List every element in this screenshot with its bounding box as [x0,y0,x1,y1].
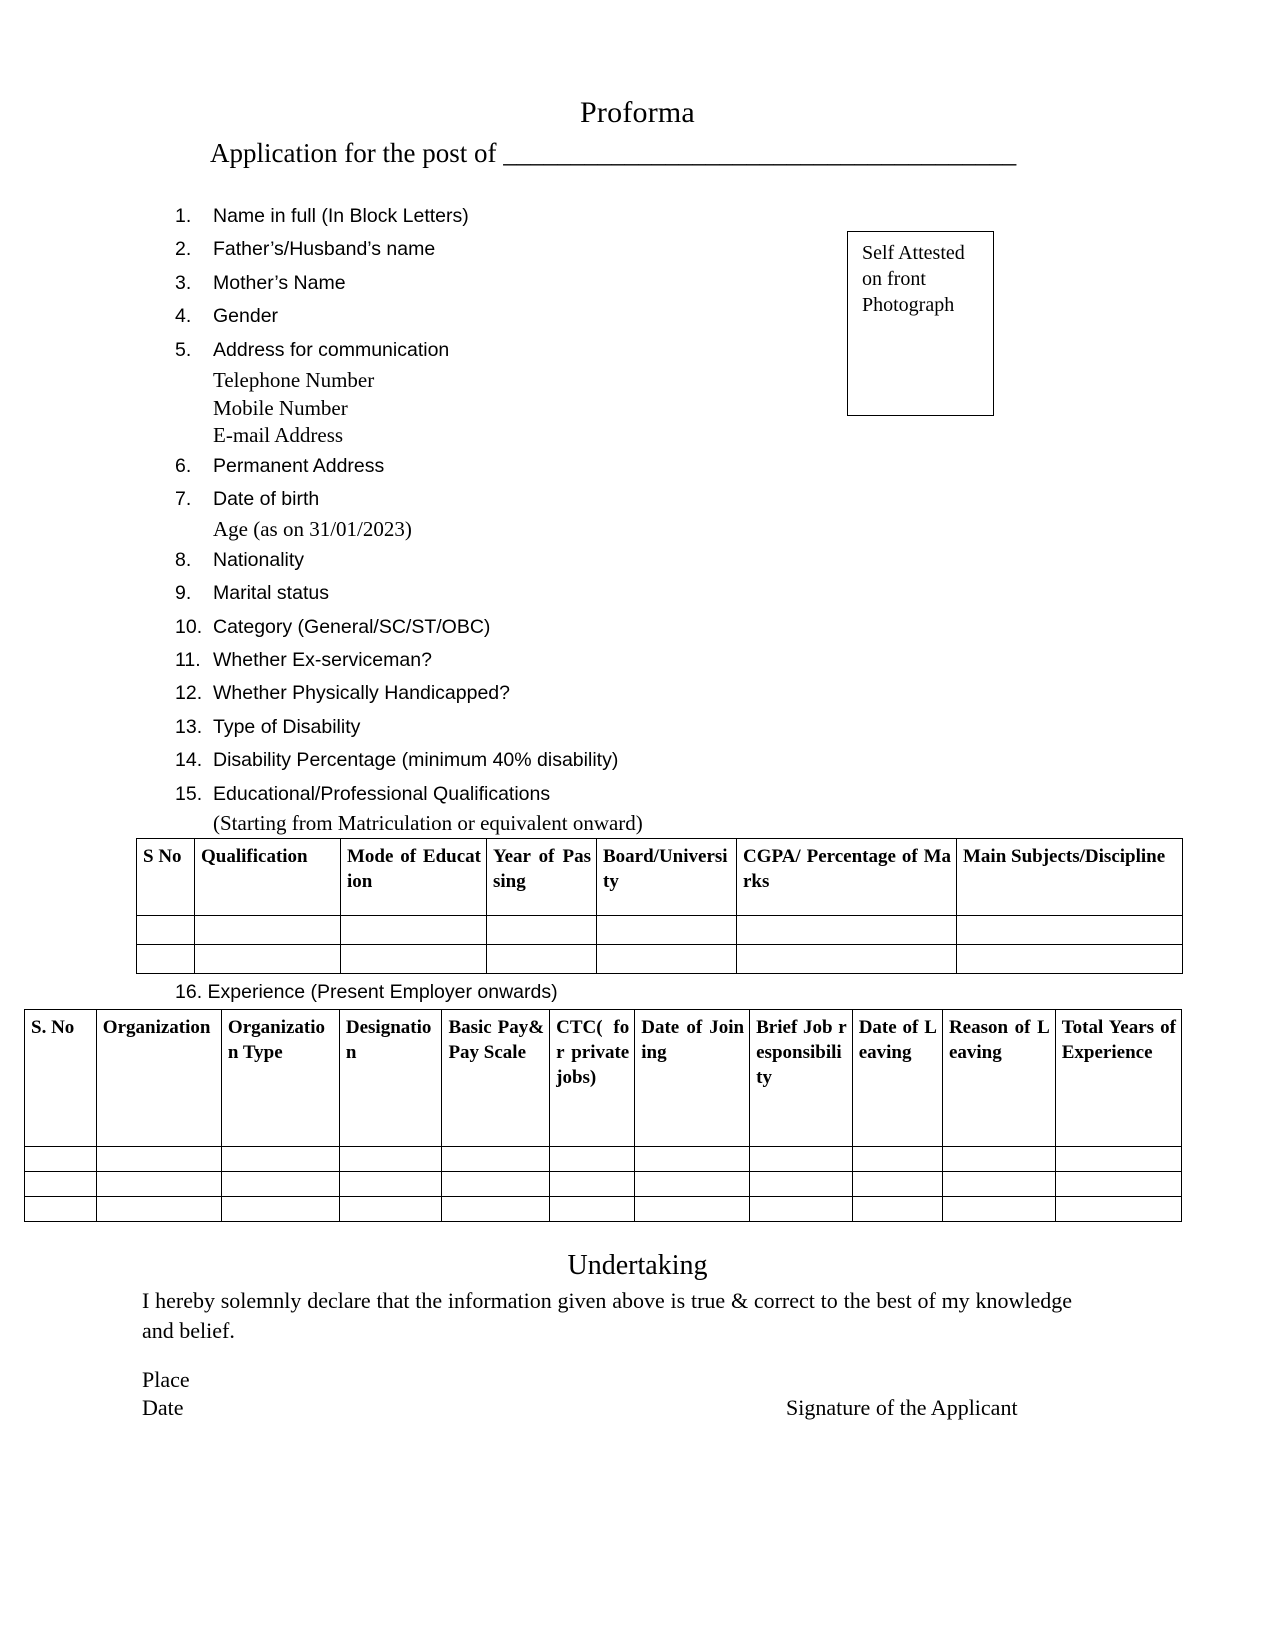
exp-cell[interactable] [942,1172,1055,1197]
field-label: Permanent Address [213,454,385,477]
qualification-table-row[interactable] [137,916,1183,945]
field-item-disability-percentage [175,744,875,777]
qualification-table-header-row [137,839,1183,916]
field-number: 11. [175,649,201,672]
undertaking-text: I hereby solemnly declare that the information given above is true & correct to the best of my knowledge and belief. [142,1288,1072,1343]
field-number: 1. [175,205,192,227]
field-item-educational-qualifications [175,778,875,811]
exp-cell[interactable] [635,1197,750,1222]
exp-cell[interactable] [442,1197,550,1222]
exp-cell[interactable] [1055,1197,1181,1222]
undertaking-title: Undertaking [567,1250,708,1281]
field-label: Address for communication [213,338,450,361]
qual-cell[interactable] [195,916,341,945]
field-number: 9. [175,582,192,605]
qual-cell[interactable] [487,945,597,974]
qual-cell[interactable] [341,916,487,945]
subfield-age: Age (as on 31/01/2023) [213,517,412,542]
exp-cell[interactable] [852,1147,942,1172]
application-post-blank: ______________________________________ [503,138,1017,168]
exp-cell[interactable] [25,1172,97,1197]
exp-cell[interactable] [550,1197,635,1222]
experience-table [24,1009,1182,1222]
exp-cell[interactable] [339,1172,442,1197]
exp-cell[interactable] [942,1197,1055,1222]
qual-cell[interactable] [957,916,1183,945]
qual-col-main-subjects: Main Subjects/Discipline [957,839,1183,916]
exp-col-brief-job-responsibility: Brief Job responsibility [750,1010,853,1147]
qual-col-year-of-passing: Year of Passing [487,839,597,916]
application-post-line [210,137,1016,169]
field-label: Gender [213,305,279,328]
field-label: Marital status [213,582,329,605]
qual-cell[interactable] [487,916,597,945]
exp-cell[interactable] [96,1197,221,1222]
exp-cell[interactable] [750,1197,853,1222]
field-item-date-of-birth [175,483,875,516]
qual-cell[interactable] [957,945,1183,974]
field-item-father-husband-name [175,233,875,266]
exp-cell[interactable] [96,1172,221,1197]
qual-col-cgpa-percentage: CGPA/ Percentage of Marks [737,839,957,916]
field-number: 12. [175,682,203,705]
qual-col-qualification: Qualification [195,839,341,916]
exp-col-basic-pay-scale: Basic Pay& Pay Scale [442,1010,550,1147]
place-date-block [142,1366,190,1422]
qual-cell[interactable] [195,945,341,974]
exp-col-s-no: S. No [25,1010,97,1147]
subfield-mobile-number: Mobile Number [213,395,348,420]
qual-cell[interactable] [597,945,737,974]
field-number: 10. [175,615,203,638]
field-item-ex-serviceman [175,644,875,677]
experience-table-row[interactable] [25,1147,1182,1172]
qual-col-s-no: S No [137,839,195,916]
qual-cell[interactable] [737,945,957,974]
exp-col-organization-type: Organization Type [221,1010,339,1147]
field-label: Whether Ex-serviceman? [213,649,432,672]
field-label: Father’s/Husband’s name [213,238,436,261]
place-label: Place [142,1367,190,1392]
date-label: Date [142,1395,184,1420]
exp-cell[interactable] [550,1147,635,1172]
exp-cell[interactable] [442,1147,550,1172]
exp-cell[interactable] [1055,1172,1181,1197]
exp-cell[interactable] [221,1172,339,1197]
field-number: 14. [175,749,203,772]
field-number: 7. [175,487,192,510]
exp-cell[interactable] [25,1147,97,1172]
qual-col-mode-of-education: Mode of Education [341,839,487,916]
field-item-gender [175,300,875,333]
exp-cell[interactable] [25,1197,97,1222]
qual-cell[interactable] [597,916,737,945]
qualification-table [136,838,1183,974]
field-item-category [175,611,875,644]
field-number: 2. [175,238,192,261]
signature-label: Signature of the Applicant [786,1395,1018,1420]
field-number: 8. [175,548,192,571]
photo-box-line-2: on front [862,268,926,290]
experience-table-header-row [25,1010,1182,1147]
subfield-email-address: E-mail Address [213,423,344,448]
qualification-table-note: (Starting from Matriculation or equivalent onward) [213,811,643,835]
field-label: Disability Percentage (minimum 40% disability) [213,749,619,772]
exp-cell[interactable] [635,1172,750,1197]
exp-cell[interactable] [942,1147,1055,1172]
subfield-telephone-number: Telephone Number [213,368,375,393]
field-label: Nationality [213,548,305,571]
qual-cell[interactable] [137,945,195,974]
qual-cell[interactable] [341,945,487,974]
page-title: Proforma [580,96,695,129]
field-number: 4. [175,305,192,328]
field-item-nationality [175,544,875,577]
experience-table-row[interactable] [25,1172,1182,1197]
exp-cell[interactable] [750,1147,853,1172]
field-number: 15. [175,782,203,805]
photo-box-line-1: Self Attested [862,242,965,264]
exp-cell[interactable] [339,1147,442,1172]
exp-col-date-of-joining: Date of Joining [635,1010,750,1147]
experience-section-label: 16. Experience (Present Employer onwards) [175,981,558,1003]
experience-table-row[interactable] [25,1197,1182,1222]
exp-cell[interactable] [1055,1147,1181,1172]
field-item-marital-status [175,577,875,610]
field-label: Date of birth [213,487,320,510]
field-label: Category (General/SC/ST/OBC) [213,615,491,638]
field-item-type-of-disability [175,711,875,744]
field-number: 6. [175,454,192,477]
field-item-address-communication [175,334,875,367]
field-label: Name in full (In Block Letters) [213,205,469,227]
exp-cell[interactable] [96,1147,221,1172]
exp-cell[interactable] [221,1197,339,1222]
field-label: Whether Physically Handicapped? [213,682,510,705]
field-item-physically-handicapped [175,677,875,710]
exp-col-date-of-leaving: Date of Leaving [852,1010,942,1147]
exp-cell[interactable] [221,1147,339,1172]
field-number: 3. [175,271,192,294]
field-label: Mother’s Name [213,271,346,294]
photo-box-line-3: Photograph [862,294,955,316]
exp-cell[interactable] [442,1172,550,1197]
qual-col-board-university: Board/University [597,839,737,916]
field-item-mother-name [175,267,875,300]
field-number: 13. [175,715,203,738]
field-item-name [175,200,875,233]
exp-col-organization: Organization [96,1010,221,1147]
field-label: Type of Disability [213,715,361,738]
exp-cell[interactable] [852,1197,942,1222]
exp-col-designation: Designation [339,1010,442,1147]
application-field-list [175,200,875,811]
application-post-label: Application for the post of [210,138,497,168]
field-label: Educational/Professional Qualifications [213,782,551,805]
exp-cell[interactable] [635,1147,750,1172]
exp-cell[interactable] [852,1172,942,1197]
qual-cell[interactable] [137,916,195,945]
exp-col-total-years-experience: Total Years of Experience [1055,1010,1181,1147]
exp-cell[interactable] [750,1172,853,1197]
qualification-table-row[interactable] [137,945,1183,974]
field-number: 5. [175,338,192,361]
exp-col-ctc: CTC( for private jobs) [550,1010,635,1147]
field-item-permanent-address [175,450,875,483]
exp-col-reason-of-leaving: Reason of Leaving [942,1010,1055,1147]
exp-cell[interactable] [550,1172,635,1197]
qual-cell[interactable] [737,916,957,945]
exp-cell[interactable] [339,1197,442,1222]
